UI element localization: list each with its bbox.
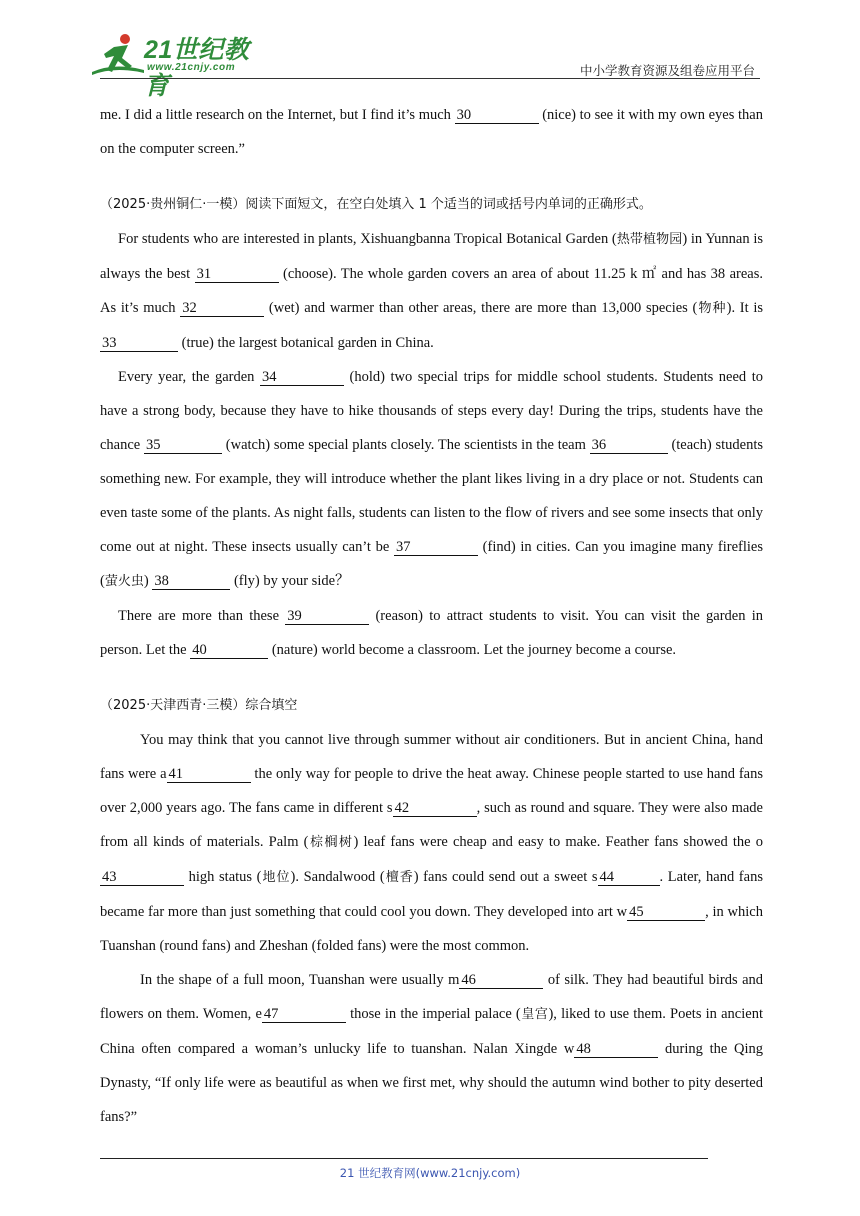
text-run: , in which Tuanshan (round fans) and Zheshan (folded fans) were the most common.: [100, 904, 763, 954]
text-run: (hold) two special trips for middle school students. Students need to have a strong body, because they have to hike thousands of steps every day! During the trips, students have the chance: [100, 369, 763, 453]
text-run: (fly) by your side？: [230, 573, 350, 589]
blank-31[interactable]: 31: [195, 267, 279, 283]
text-run: (watch) some special plants closely. The scientists in the team: [222, 437, 590, 453]
paragraph: [100, 599, 763, 667]
paragraph: [100, 963, 763, 1134]
blank-45[interactable]: 45: [627, 905, 705, 921]
text-run: (true) the largest botanical garden in China.: [178, 335, 434, 351]
chinese-gloss: 热带植物园: [616, 232, 683, 247]
text-run: You may think that you cannot live through summer without air conditioners. But in ancient China, hand fans were a: [100, 732, 763, 782]
text-run: during the Qing Dynasty, “If only life were as beautiful as when we first met, why should the autumn wind bother to pity deserted fans?”: [100, 1041, 763, 1125]
text-run: (find) in cities. Can you imagine many fireflies (: [100, 539, 763, 589]
footer-link[interactable]: 21 世纪教育网(www.21cnjy.com): [339, 1166, 521, 1180]
spacer: [100, 667, 763, 689]
blank-41[interactable]: 41: [167, 767, 251, 783]
chinese-gloss: 地位: [261, 870, 291, 885]
blank-35[interactable]: 35: [144, 438, 222, 454]
text-run: ). It is: [726, 300, 764, 316]
text-run: (reason) to attract students to visit. You can visit the garden in person. Let the: [100, 608, 763, 658]
text-run: . Later, hand fans became far more than just something that could cool you down. They developed into art w: [100, 869, 763, 920]
paragraph: [100, 360, 763, 599]
text-run: (teach) students something new. For example, they will introduce whether the plant likes living in a dry place or not. Students can even taste some of the plants. As night falls, students can listen to the flow of rivers and see some insects that only come out at night. These insects usually can’t be: [100, 437, 763, 555]
text-run: the only way for people to drive the heat away. Chinese people started to use hand fans over 2,000 years ago. The fans came in different s: [100, 766, 764, 816]
blank-34[interactable]: 34: [260, 370, 344, 386]
text-run: (choose). The whole garden covers an area of about 11.25 k ㎡ and has 38 areas. As it’s much: [100, 266, 763, 316]
blank-44[interactable]: 44: [598, 870, 660, 886]
footer-divider: [100, 1158, 708, 1159]
text-run: ) fans could send out a sweet s: [413, 869, 598, 885]
blank-46[interactable]: 46: [459, 973, 543, 989]
spacer: [100, 166, 763, 188]
document-body: [100, 98, 763, 1134]
blank-37[interactable]: 37: [394, 540, 478, 556]
text-run: of silk. They had beautiful birds and flowers on them. Women, e: [100, 972, 764, 1022]
paragraph: [100, 723, 763, 963]
blank-39[interactable]: 39: [285, 609, 369, 625]
chinese-gloss: 皇宫: [520, 1007, 549, 1022]
logo-text: 21世纪教育: [144, 36, 250, 100]
text-run: ) leaf fans were cheap and easy to make. Feather fans showed the o: [353, 834, 763, 850]
blank-40[interactable]: 40: [190, 643, 268, 659]
blank-43[interactable]: 43: [100, 870, 184, 886]
paragraph-continuation: [100, 98, 763, 166]
platform-title: 中小学教育资源及组卷应用平台: [579, 63, 755, 78]
runner-logo-icon: [92, 32, 146, 76]
text-run: me. I did a little research on the Internet, but I find it’s much: [100, 107, 455, 123]
blank-47[interactable]: 47: [262, 1007, 346, 1023]
text-run: Every year, the garden: [118, 369, 260, 385]
blank-42[interactable]: 42: [393, 801, 477, 817]
blank-30[interactable]: 30: [455, 108, 539, 124]
text-run: , such as round and square. They were also made from all kinds of materials. Palm (: [100, 800, 763, 850]
text-run: (wet) and warmer than other areas, there are more than 13,000 species (: [264, 300, 698, 316]
text-run: ) in Yunnan is always the best: [100, 231, 764, 282]
page-header: [0, 0, 860, 100]
chinese-gloss: 萤火虫: [104, 574, 144, 589]
blank-38[interactable]: 38: [152, 574, 230, 590]
chinese-gloss: 棕榈树: [308, 835, 354, 850]
paragraph: [100, 222, 763, 360]
text-run: In the shape of a full moon, Tuanshan were usually m: [140, 972, 460, 988]
site-logo[interactable]: [92, 28, 267, 100]
blank-48[interactable]: 48: [574, 1042, 658, 1058]
blank-33[interactable]: 33: [100, 336, 178, 352]
blank-36[interactable]: 36: [590, 438, 668, 454]
chinese-gloss: 物种: [697, 301, 727, 316]
blank-32[interactable]: 32: [180, 301, 264, 317]
text-run: ): [143, 573, 153, 589]
text-run: (nice) to see it with my own eyes than on the computer screen.”: [100, 107, 763, 157]
logo-url: www.21cnjy.com: [147, 62, 236, 73]
text-run: those in the imperial palace (: [345, 1006, 521, 1022]
text-run: ). Sandalwood (: [290, 869, 385, 885]
text-run: (nature) world become a classroom. Let the journey become a course.: [268, 642, 677, 658]
section-heading-tianjin: （2025·天津西青·三模）综合填空: [100, 698, 298, 713]
section-heading-guizhou: （2025·贵州铜仁·一模）阅读下面短文，在空白处填入 1 个适当的词或括号内单词的正确形式。: [100, 197, 652, 212]
text-run: For students who are interested in plants, Xishuangbanna Tropical Botanical Garden (: [118, 231, 617, 247]
header-divider: [100, 78, 760, 79]
text-run: There are more than these: [118, 608, 286, 624]
text-run: high status (: [184, 869, 262, 885]
text-run: ), liked to use them. Poets in ancient China often compared a woman’s unlucky life to tuanshan. Nalan Xingde w: [100, 1006, 763, 1057]
chinese-gloss: 檀香: [384, 870, 414, 885]
